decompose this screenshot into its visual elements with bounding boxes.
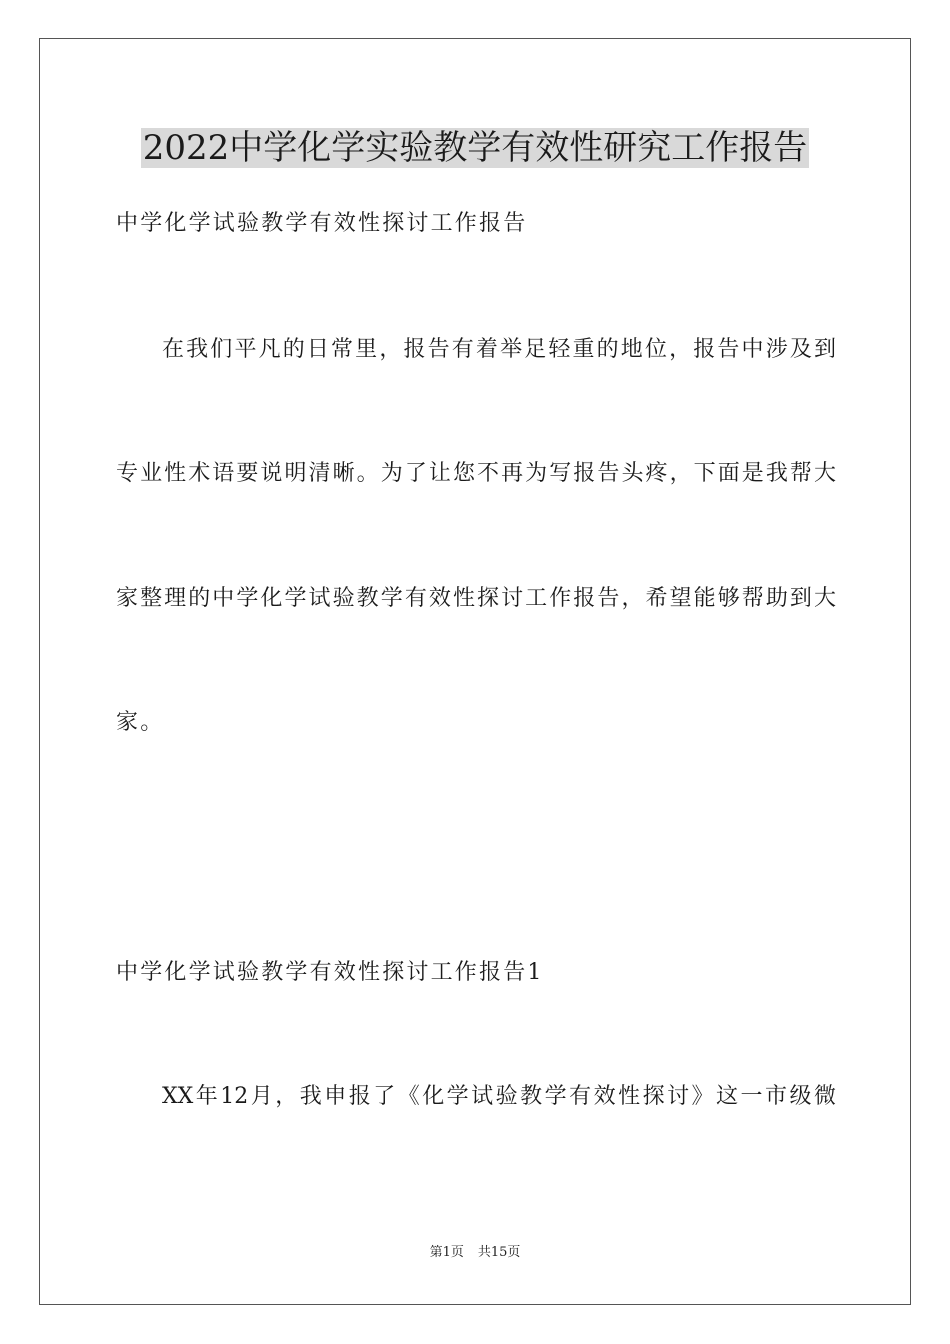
page-total: 共15页	[477, 1245, 521, 1260]
section-heading: 中学化学试验教学有效性探讨工作报告1	[116, 960, 544, 985]
paragraph-line-1: 在我们平凡的日常里，报告有着举足轻重的地位，报告中涉及到	[162, 337, 836, 362]
paragraph-line-3: 家整理的中学化学试验教学有效性探讨工作报告，希望能够帮助到大	[116, 586, 836, 611]
document-title-text: 2022中学化学实验教学有效性研究工作报告	[142, 128, 808, 168]
paragraph-line-5: XX年12月，我申报了《化学试验教学有效性探讨》这一市级微	[162, 1084, 836, 1109]
page-number: 第1页	[429, 1245, 464, 1260]
page-footer	[0, 1244, 950, 1262]
paragraph-line-4: 家。	[116, 710, 165, 735]
subtitle-line: 中学化学试验教学有效性探讨工作报告	[116, 211, 528, 236]
document-title	[0, 124, 950, 172]
paragraph-line-2: 专业性术语要说明清晰。为了让您不再为写报告头疼，下面是我帮大	[116, 461, 836, 486]
